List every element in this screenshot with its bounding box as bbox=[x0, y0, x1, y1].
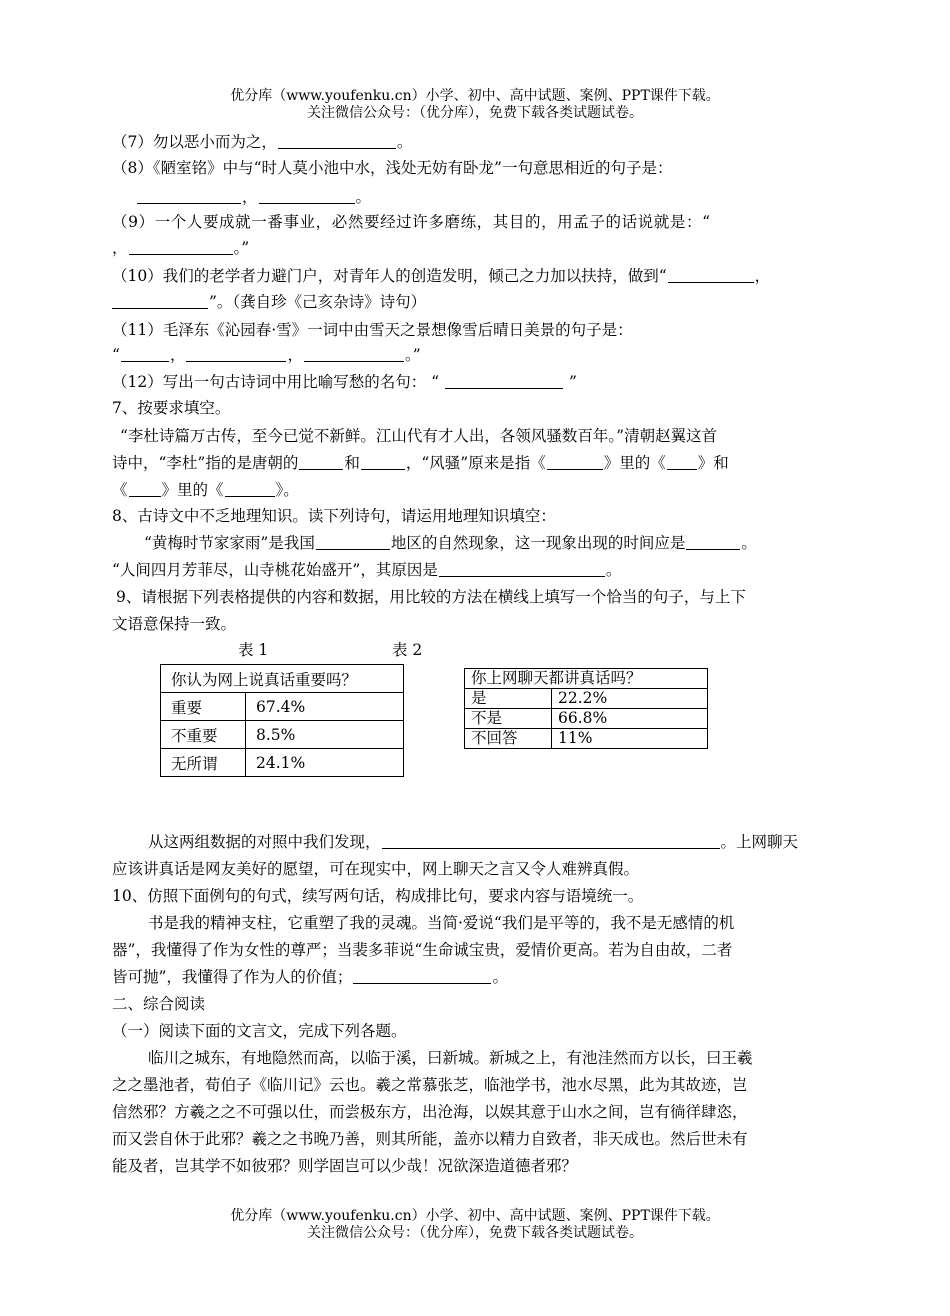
table-row: 不是 66.8% bbox=[465, 709, 708, 729]
table-1-caption: 表 1 bbox=[238, 641, 269, 659]
survey-table-1 bbox=[160, 664, 404, 777]
blank[interactable] bbox=[667, 455, 697, 470]
blank[interactable] bbox=[225, 482, 275, 497]
table-2-question: 你上网聊天都讲真话吗？ bbox=[465, 669, 708, 689]
footer-line-2: 关注微信公众号：（优分库），免费下载各类试题试卷。 bbox=[307, 1225, 643, 1241]
table-1-question: 你认为网上说真话重要吗？ bbox=[161, 665, 404, 693]
blank[interactable] bbox=[353, 969, 491, 984]
q10-line-2: 器”，我懂得了作为女性的尊严；当裴多菲说“生命诚宝贵，爱情价更高。若为自由故，二者 bbox=[112, 941, 733, 959]
table-2-caption: 表 2 bbox=[392, 641, 423, 659]
question-12-item: （12）写出一句古诗词中用比喻写愁的名句： “ ” bbox=[112, 373, 577, 391]
q9-title-2: 文语意保持一致。 bbox=[112, 615, 237, 633]
table-row: 不回答 11% bbox=[465, 729, 708, 749]
blank[interactable] bbox=[121, 347, 169, 362]
q8-line-1: “黄梅时节家家雨”是我国 地区的自然现象，这一现象出现的时间应是 。 bbox=[144, 534, 757, 552]
question-9-item: （9）一个人要成就一番事业，必然要经过许多磨练，其目的，用孟子的话说就是：“ bbox=[112, 213, 711, 231]
passage-line: 之之墨池者，荀伯子《临川记》云也。羲之常慕张芝，临池学书，池水尽黑，此为其故迹，岂 bbox=[112, 1076, 748, 1094]
blank[interactable] bbox=[278, 134, 396, 149]
passage-line: 而又尝自休于此邪？羲之之书晚乃善，则其所能，盖亦以精力自致者，非天成也。然后世未有 bbox=[112, 1130, 748, 1148]
table-row: 无所谓 24.1% bbox=[161, 749, 404, 777]
q10-title: 10、仿照下面例句的句式，续写两句话，构成排比句，要求内容与语境统一。 bbox=[112, 887, 644, 905]
q9-answer-line-2: 应该讲真话是网友美好的愿望，可在现实中，网上聊天之言又令人难辨真假。 bbox=[112, 860, 640, 878]
blank[interactable] bbox=[445, 374, 563, 389]
table-row: 是 22.2% bbox=[465, 689, 708, 709]
table-row: 重要 67.4% bbox=[161, 693, 404, 721]
blank[interactable] bbox=[299, 455, 343, 470]
q7-line-3: 《 》里的《 》。 bbox=[112, 481, 299, 499]
question-10-end: ”。（龚自珍《己亥杂诗》诗句） bbox=[112, 292, 857, 312]
blank[interactable] bbox=[686, 535, 740, 550]
question-9-blanks: ， 。” bbox=[112, 239, 250, 257]
blank[interactable] bbox=[316, 535, 390, 550]
question-10-item: （10）我们的老学者力避门户，对青年人的创造发明，倾己之力加以扶持，做到“ ， bbox=[112, 267, 771, 285]
blank[interactable] bbox=[304, 347, 404, 362]
question-11-item: （11）毛泽东《沁园春·雪》一词中由雪天之景想像雪后晴日美景的句子是： bbox=[112, 321, 633, 339]
blank[interactable] bbox=[361, 455, 405, 470]
q7-line-2: 诗中，“李杜”指的是唐朝的 和 ，“风骚”原来是指《 》里的《 》和 bbox=[112, 454, 729, 472]
blank[interactable] bbox=[112, 294, 208, 309]
header-line-2: 关注微信公众号：（优分库），免费下载各类试题试卷。 bbox=[307, 105, 643, 121]
q9-title: 9、请根据下列表格提供的内容和数据，用比较的方法在横线上填写一个恰当的句子，与上下 bbox=[116, 588, 746, 606]
section-2-title: 二、综合阅读 bbox=[112, 995, 206, 1013]
blank[interactable] bbox=[129, 240, 233, 255]
passage-line: 能及者，岂其学不如彼邪？则学固岂可以少哉！况欲深造道德者邪？ bbox=[112, 1157, 578, 1175]
question-7-item: （7）勿以恶小而为之， 。 bbox=[112, 133, 413, 151]
blank[interactable] bbox=[668, 268, 754, 283]
footer-line-1: 优分库（www.youfenku.cn）小学、初中、高中试题、案例、PPT课件下载。 bbox=[230, 1208, 720, 1224]
question-8-blanks: ， 。 bbox=[112, 187, 857, 207]
table-row: 不重要 8.5% bbox=[161, 721, 404, 749]
q10-line-1: 书是我的精神支柱，它重塑了我的灵魂。当简·爱说“我们是平等的，我不是无感情的机 bbox=[148, 914, 735, 932]
question-11-blanks: “ ， ， 。” bbox=[112, 346, 421, 364]
survey-table-2 bbox=[464, 668, 708, 749]
blank[interactable] bbox=[186, 347, 286, 362]
section-2-subtitle: （一）阅读下面的文言文，完成下列各题。 bbox=[112, 1022, 407, 1040]
q7-poem: “李杜诗篇万古传，至今已觉不新鲜。江山代有才人出，各领风骚数百年。”清朝赵翼这首 bbox=[120, 427, 718, 445]
blank[interactable] bbox=[547, 455, 603, 470]
q7-title: 7、按要求填空。 bbox=[112, 399, 231, 417]
q10-line-3: 皆可抛”，我懂得了作为人的价值； 。 bbox=[112, 968, 508, 986]
blank[interactable] bbox=[259, 189, 355, 204]
blank[interactable] bbox=[129, 482, 161, 497]
blank[interactable] bbox=[382, 834, 720, 849]
q9-answer-line: 从这两组数据的对照中我们发现， 。上网聊天 bbox=[148, 833, 799, 851]
passage-line: 信然邪？方羲之之不可强以仕，而尝极东方，出沧海，以娱其意于山水之间，岂有徜徉肆恣， bbox=[112, 1103, 748, 1121]
question-8-item: （8）《陋室铭》中与“时人莫小池中水，浅处无妨有卧龙”一句意思相近的句子是： bbox=[112, 159, 673, 177]
q8-title: 8、古诗文中不乏地理知识。读下列诗句，请运用地理知识填空： bbox=[112, 507, 556, 525]
blank[interactable] bbox=[439, 562, 605, 577]
passage-line: 临川之城东，有地隐然而高，以临于溪，曰新城。新城之上，有池洼然而方以长，曰王羲 bbox=[148, 1049, 753, 1067]
blank[interactable] bbox=[137, 189, 241, 204]
q8-line-2: “人间四月芳菲尽，山寺桃花始盛开”，其原因是 。 bbox=[112, 561, 622, 579]
header-line-1: 优分库（www.youfenku.cn）小学、初中、高中试题、案例、PPT课件下载。 bbox=[230, 88, 720, 104]
